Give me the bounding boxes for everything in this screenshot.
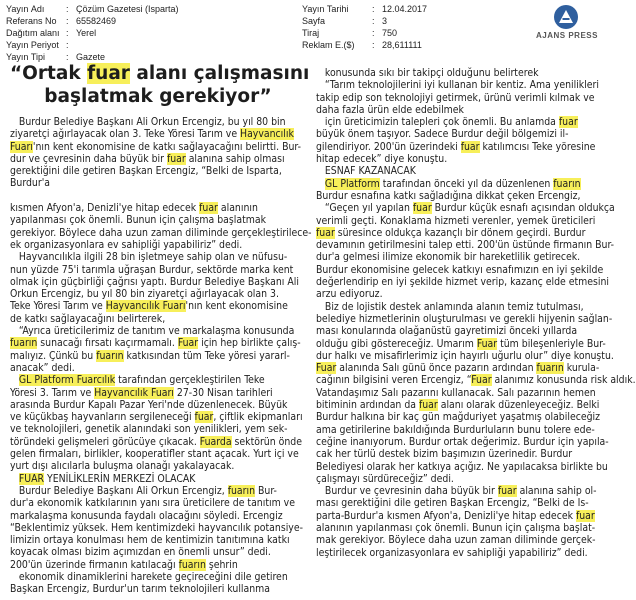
text-line [316,79,602,91]
text-line [10,202,308,214]
highlighted-keyword: GL Platform [324,177,380,190]
text-line [10,497,308,509]
text-segment: kurula- [563,362,600,375]
text-segment: alanına sahip ol- [516,485,597,498]
text-line [316,239,615,252]
text-line [10,85,306,108]
text-segment: Burdur Belediye Başkanı Ali Orkun Ercengiz, [10,484,228,497]
text-segment: konusunda sıkı bir takipçi olduğunu belirterek [316,67,539,79]
highlighted-keyword: Hayvancılık [240,128,294,141]
text-segment: alanımız konusunda risk aldık. [491,374,636,387]
text-segment: ziyaretçi ağırlayacak olan 3. Teke Yöresi Tarım ve [10,128,241,141]
text-segment: ama getirilerine bakıldığında Burdurluların bunu tolere ede- [316,423,595,436]
text-line [316,276,610,289]
text-segment: dur'a ekonomik katkılarının yanı sıra üreticilere de tanıtım ve [10,497,295,510]
text-segment: Burdur'a [10,177,50,190]
meta-key: Yayın Adı [6,4,45,14]
text-segment: kısmen Afyon'a, Denizli'ye hitap edecek [10,202,200,215]
meta-row [302,15,427,27]
meta-value: 750 [382,28,398,38]
meta-value: 65582469 [76,16,117,26]
text-line [316,92,602,104]
text-line [316,411,602,423]
text-line [10,313,308,325]
highlighted-keyword: Fuarda [199,435,232,448]
text-segment: gilendiriyor. 200'ün üzerindeki [316,140,461,153]
text-segment: “Beklentimiz yüksek. Hem kentimizdeki hayvancılık potansiye- [10,521,303,534]
text-segment: süresince oldukça kazançlı bir dönem geçirdi. Burdur [334,226,586,239]
text-segment: malıyız. Çünkü bu [10,349,97,362]
highlighted-keyword: fuarın [10,337,38,350]
text-line [316,387,602,399]
meta-colon: : [66,4,69,14]
text-segment: alanı çalışmasını [129,63,310,84]
highlighted-keyword: fuarın [96,349,124,362]
text-line [10,559,308,571]
meta-value: 3 [382,16,388,26]
meta-colon: : [66,16,69,26]
text-segment: “Tarım teknolojilerini iyi kullanan bir kentiz. Ama yenilikleri [316,79,599,92]
text-segment: sunacağı fırsatı kaçırmamalı. [37,337,178,350]
meta-colon: : [372,4,375,14]
text-segment: ceğine inanıyorum. Burdur ortak değerimiz. Burdur için yapıla- [316,435,609,448]
text-segment: markalaşma konusunda faydalı olacağını söyledi. Ercengiz [10,509,283,522]
text-line [316,473,602,485]
text-line [316,349,614,362]
text-line [10,276,308,288]
text-line [10,485,308,497]
meta-key: Yayın Tipi [6,52,46,62]
text-line [316,301,602,313]
text-segment: büyük önem taşıyor. Sadece Burdur değil bölgemizi il- [316,128,569,141]
text-segment: tüm bileşenleriyle Bur- [497,337,606,350]
text-segment: yurt dışı alıcılarla buluşma olanağı yakalayacak. [10,460,235,473]
text-line [10,300,308,312]
text-line [316,67,602,79]
text-segment: Burdur ekonomisine gelecek katkıyı esnafımızın en iyi şekilde [316,263,604,276]
text-segment: YENİLİKLERİN MERKEZİ OLACAK [44,472,196,485]
meta-key: Reklam E.($) [302,40,355,50]
highlighted-keyword: GL Platform Fuarcılık [18,374,116,387]
text-segment: Burdur ve çevresinin daha büyük bir [316,485,498,498]
text-segment: Burdur esnafına katkı sağladığına dikkat çeken Ercengiz, [316,189,581,202]
text-segment: 'nın kent ekonomisine [185,300,288,313]
text-line [10,387,308,399]
article-column-left [10,116,312,596]
text-line [10,128,308,140]
text-line [10,325,308,337]
text-line [316,448,602,460]
highlighted-keyword: fuarın [553,177,581,190]
text-segment: devamının getirilmesini talep etti. 200'ün üstünde firmanın Bur- [316,239,615,252]
text-segment: için üreticimizin talepleri çok önemli. Bu anlamda [316,116,559,129]
text-segment: alanının [217,202,258,215]
meta-row [302,39,427,51]
text-segment: anacak” dedi. [10,361,75,374]
highlighted-keyword: Fuar [177,337,199,350]
meta-colon: : [66,40,69,50]
meta-value: Gazete [76,52,106,62]
text-line [316,215,602,227]
highlighted-keyword: fuar [575,509,595,522]
text-segment [10,374,19,386]
text-segment: ması gerektiğini dile getiren Başkan Ercengiz, “Belki de Is- [316,497,589,510]
text-line [10,460,308,472]
highlighted-keyword: fuar [497,485,517,498]
text-segment: bitiminin ardından da [316,399,419,412]
text-line [10,226,312,239]
meta-colon: : [372,40,375,50]
text-segment: Orkun Ercengiz, bu yıl 80 bin ziyaretçi ağırlayacak olan 3. [10,288,279,301]
text-segment: de katkı sağlayacağını belirterek, [10,312,166,325]
ajans-press-logo [536,4,596,40]
text-segment: katılımcısı Teke yöresine [479,140,596,153]
text-line [316,288,602,300]
text-segment: tarafından önceki yıl da düzenlenen [379,177,554,190]
text-segment: Bur- [255,484,277,497]
text-line [316,116,602,128]
text-segment: Burdur küçük esnafı açısından oldukça [431,202,615,215]
text-line [10,153,308,165]
text-line [316,190,602,202]
text-segment: “Geçen yıl yapılan [316,202,413,215]
text-segment: olduğu gibi göstereceğiz. Umarım [316,337,477,350]
text-line [316,362,602,374]
text-line [316,178,602,190]
text-segment: mak gerekiyor. Böylece daha uzun zaman diliminde gerçek- [316,534,596,547]
highlighted-keyword: fuar [558,116,578,129]
clipping-metadata-left [6,3,179,63]
text-segment: ekonomik dinamiklerini harekete geçireceğini dile getiren [10,570,288,583]
article-column-right [316,67,636,559]
text-segment: dur ve çevresinin daha büyük bir [10,152,167,165]
meta-key: Tiraj [302,28,320,38]
text-segment: Teke Yöresi Tarım ve [10,300,106,313]
meta-key: Referans No [6,16,57,26]
text-line [10,423,308,435]
text-line [316,312,613,325]
text-segment: 27-30 Nisan tarihleri [173,386,273,399]
meta-value: 12.04.2017 [382,4,428,14]
highlighted-keyword: fuar [87,63,130,84]
text-segment: yapılanması çok önemli. Bunun için çalışma başlatmak [10,214,267,227]
text-segment: dur'a gelmesi ilimize ekonomik bir hareketlilik getirecek. [316,251,581,264]
text-line [10,411,308,423]
meta-value: 28,611111 [382,40,422,50]
text-line [316,165,602,177]
meta-key: Dağıtım alanı [6,28,60,38]
text-line [316,227,602,239]
highlighted-keyword: Fuarı [10,140,33,153]
text-line [10,473,308,485]
highlighted-keyword: Fuar [471,374,492,387]
text-line [10,534,308,546]
text-line [10,239,308,251]
text-segment: limizin ortaya konulması hem de kentimizin tanıtımına katkı [10,534,290,547]
text-segment: hitap edecek” diye konuştu. [316,153,448,166]
text-segment: ve teknolojileri, genetik alanındaki son yenilikleri, yem sek- [10,423,288,436]
text-segment: dur halkı ve misafirlerimiz için hayırlı uğurlu olur” diye konuştu. [316,349,614,362]
text-line [316,510,602,522]
text-segment: ESNAF KAZANACAK [316,165,416,178]
text-line [316,374,636,387]
text-line [316,522,602,534]
text-segment: alanının yapılanması çok önemli. Bunun için çalışma başlat- [316,521,596,534]
text-segment: cak her türlü destek bizim başımızın üzerinedir. Burdur [316,448,573,461]
meta-row [302,27,427,39]
text-line [10,448,308,460]
text-segment: ması konularında olağanüstü gayretimizi önceki yıllarda [316,325,578,338]
meta-key: Yayın Tarihi [302,4,349,14]
text-segment: için hep birlikte çalış- [198,337,301,350]
meta-row [6,15,179,27]
text-line [316,534,602,546]
text-segment: başlatmak gerekiyor” [44,86,272,107]
text-segment: leştirilecek organizasyonlara ev sahipliği yapabiliriz” dedi. [316,546,588,559]
text-segment [10,473,19,485]
text-line [316,337,606,350]
highlighted-keyword: fuarın [178,558,206,571]
text-segment: parta-Burdur'a kısmen Afyon'a, Denizli'ye hitap edecek [316,509,576,522]
text-line [10,546,308,558]
meta-colon: : [372,16,375,26]
text-segment: takip edip son teknolojiyi getirmek, ürünü verimli kılmak ve [316,91,595,104]
text-segment: alanında Salı günü önce pazarın ardından [336,362,537,375]
meta-row [6,3,179,15]
text-line [316,104,602,116]
text-line [10,177,308,189]
text-line [10,374,308,386]
text-segment: “Ortak [10,63,88,84]
meta-row [302,3,427,15]
text-line [10,288,308,300]
text-line [10,510,308,522]
text-line [10,116,308,128]
text-segment: verimli geçti. Konaklama hizmeti verenler, yemek üreticileri [316,214,596,227]
text-segment: , çiftlik ekipmanları [213,411,303,424]
text-segment: sektörün önde [231,435,302,448]
highlighted-keyword: fuar [194,411,214,424]
text-segment: Burdur halkına bir kaç gün mağduriyet yaşatmış olabileceğiz [316,411,601,424]
text-segment [316,178,325,190]
text-line [10,214,308,226]
highlighted-keyword: fuar [418,399,438,412]
text-segment: koyacak olması bizim açımızdan en önemli unsur” dedi. [10,546,271,559]
text-segment: tarafından gerçekleştirilen Teke [115,374,265,387]
text-line [316,251,602,263]
text-line [10,251,308,263]
text-segment: çalışmayı sürdüreceğiz” dedi. [316,472,454,485]
text-segment: Biz de lojistik destek anlamında alanın temiz tutulması, [316,300,584,313]
text-segment: şehrin [205,558,238,571]
text-line [10,165,308,177]
text-line [10,399,308,411]
text-line [10,583,308,595]
text-line [10,141,308,153]
text-segment: töründeki gelişmeleri görücüye çıkacak. [10,435,200,448]
text-line [316,547,602,559]
article-headline [10,62,310,108]
text-line [316,399,602,411]
text-segment: ve küçükbaş hayvanların sergileneceği [10,411,195,424]
text-line [316,485,602,497]
text-segment: Belediyesi olarak her katkıya açığız. Ne yapılacaksa birlikte bu [316,460,608,473]
text-line [316,264,602,276]
text-segment: gerektiğini dile getiren Başkan Ercengiz, “Belki de Isparta, [10,165,282,178]
text-line [316,497,602,509]
text-line [10,362,308,374]
text-segment: arasında Burdur Kapalı Pazar Yeri'nde düzenlenecek. Büyük [10,398,288,411]
text-line [316,460,608,473]
highlighted-keyword: fuarın [536,362,564,375]
text-segment: alanına sahip olması [185,152,285,165]
text-segment: nun yüzde 75'i tarımla uğraşan Burdur, sektörde marka kent [10,263,294,276]
text-line [316,424,602,436]
highlighted-keyword: fuar [199,202,218,215]
text-segment: ek organizasyonlara ev sahipliği yapabiliriz” dedi. [10,238,243,251]
text-segment: Vatandaşımız Salı pazarını kullanacak. Salı pazarının hemen [316,386,596,399]
highlighted-keyword: Hayvancılık Fuarı [105,300,186,313]
highlighted-keyword: fuar [166,152,186,165]
text-segment: daha fazla ürün elde edebilmek [316,103,464,116]
highlighted-keyword: Hayvancılık Fuarı [94,386,174,399]
highlighted-keyword: Fuar [476,337,498,350]
meta-value: Yerel [76,28,97,38]
clipping-metadata-right [302,3,427,51]
text-segment: olmak için güçbirliği çağrısı yaptı. Burdur Belediye Başkanı Ali [10,275,299,288]
highlighted-keyword: fuar [460,140,480,153]
text-line [316,325,602,337]
highlighted-keyword: fuarın [227,484,256,497]
text-segment: Burdur Belediye Başkanı Ali Orkun Ercengiz, bu yıl 80 bin [10,116,286,128]
text-segment: 'nın kent ekonomisine de katkı sağlayacağını belirtti. Bur- [32,140,301,153]
meta-key: Yayın Periyot [6,40,59,50]
text-line [10,350,308,362]
meta-colon: : [66,52,69,62]
meta-row [6,27,179,39]
text-segment: Başkan Ercengiz, Burdur'un tarım teknolojileri kullanma [10,583,271,596]
text-line [10,522,308,534]
text-line [316,128,602,140]
text-segment: değerlendirip en iyi şekilde hizmet verip, kazanç elde etmesini [316,276,610,289]
text-line [10,62,310,85]
text-line [316,141,602,153]
highlighted-keyword: fuar [412,202,432,215]
text-segment: Yöresi 3. Tarım ve [10,386,95,399]
text-segment: cağının bilgisini veren Ercengiz, “ [316,374,472,387]
text-segment: 200'ün üzerinde firmanın katılacağı [10,558,179,571]
text-segment: arzu ediyoruz. [316,288,383,301]
ajans-press-logo-icon [553,4,579,30]
text-segment: belediye hizmetlerinin oluşturulması ve gerekli hijyenin sağlan- [316,312,613,325]
text-segment: Hayvancılıkla ilgili 28 bin işletmeye sahip olan ve nüfusu- [10,251,288,264]
highlighted-keyword: fuar [316,226,335,239]
text-line [10,436,308,448]
text-segment: alanı olarak düzenleyeceğiz. Belki [437,399,600,412]
text-line [10,571,308,583]
meta-colon: : [66,28,69,38]
meta-value: Çözüm Gazetesi (Isparta) [76,4,179,14]
text-line [10,264,308,276]
meta-colon: : [372,28,375,38]
text-segment: gelen firmaları, birlikler, kooperatifler stant açacak. Yurt içi ve [10,448,299,461]
text-segment: katkısından tüm Teke yöresi yararl- [123,349,290,362]
text-segment: gerekiyor. Böylece daha uzun zaman diliminde gerçekleştirilece- [10,226,312,239]
text-segment: “Ayrıca üreticilerimiz de tanıtım ve markalaşma konusunda [10,325,295,338]
text-line [316,153,602,165]
text-line [316,435,609,448]
logo-text: AJANS PRESS [536,31,598,40]
text-line [316,202,615,215]
meta-key: Sayfa [302,16,326,26]
meta-row [6,39,179,51]
highlighted-keyword: FUAR [18,472,45,485]
text-line [10,190,308,202]
text-line [10,337,308,349]
highlighted-keyword: Fuar [316,362,337,375]
